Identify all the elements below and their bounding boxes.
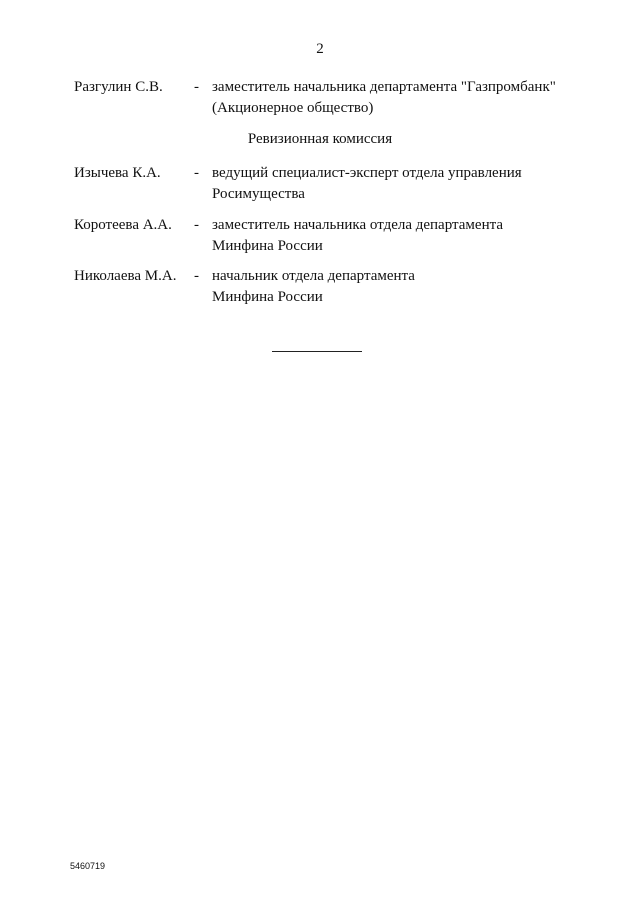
position-line: Минфина России — [212, 289, 323, 305]
document-code: 5460719 — [70, 861, 106, 871]
member-name: Разгулин С.В. — [74, 79, 163, 95]
section-heading-audit-commission: Ревизионная комиссия — [247, 131, 393, 147]
position-line: Минфина России — [212, 238, 323, 254]
separator-dash: - — [194, 79, 199, 95]
member-position — [212, 266, 592, 308]
separator-dash: - — [194, 217, 199, 233]
position-line: заместитель начальника департамента "Газпромбанк" — [212, 79, 556, 95]
position-line: (Акционерное общество) — [212, 100, 374, 116]
position-line: заместитель начальника отдела департамента — [212, 217, 503, 233]
page-number: 2 — [316, 41, 324, 57]
member-position — [212, 215, 592, 257]
member-name: Коротеева А.А. — [74, 217, 172, 233]
end-of-list-rule — [272, 351, 362, 352]
member-name: Николаева М.А. — [74, 268, 177, 284]
position-line: начальник отдела департамента — [212, 268, 415, 284]
member-name: Изычева К.А. — [74, 165, 161, 181]
position-line: Росимущества — [212, 186, 305, 202]
position-line: ведущий специалист-эксперт отдела управления — [212, 165, 522, 181]
separator-dash: - — [194, 268, 199, 284]
separator-dash: - — [194, 165, 199, 181]
member-position — [212, 163, 592, 205]
member-position — [212, 77, 592, 119]
